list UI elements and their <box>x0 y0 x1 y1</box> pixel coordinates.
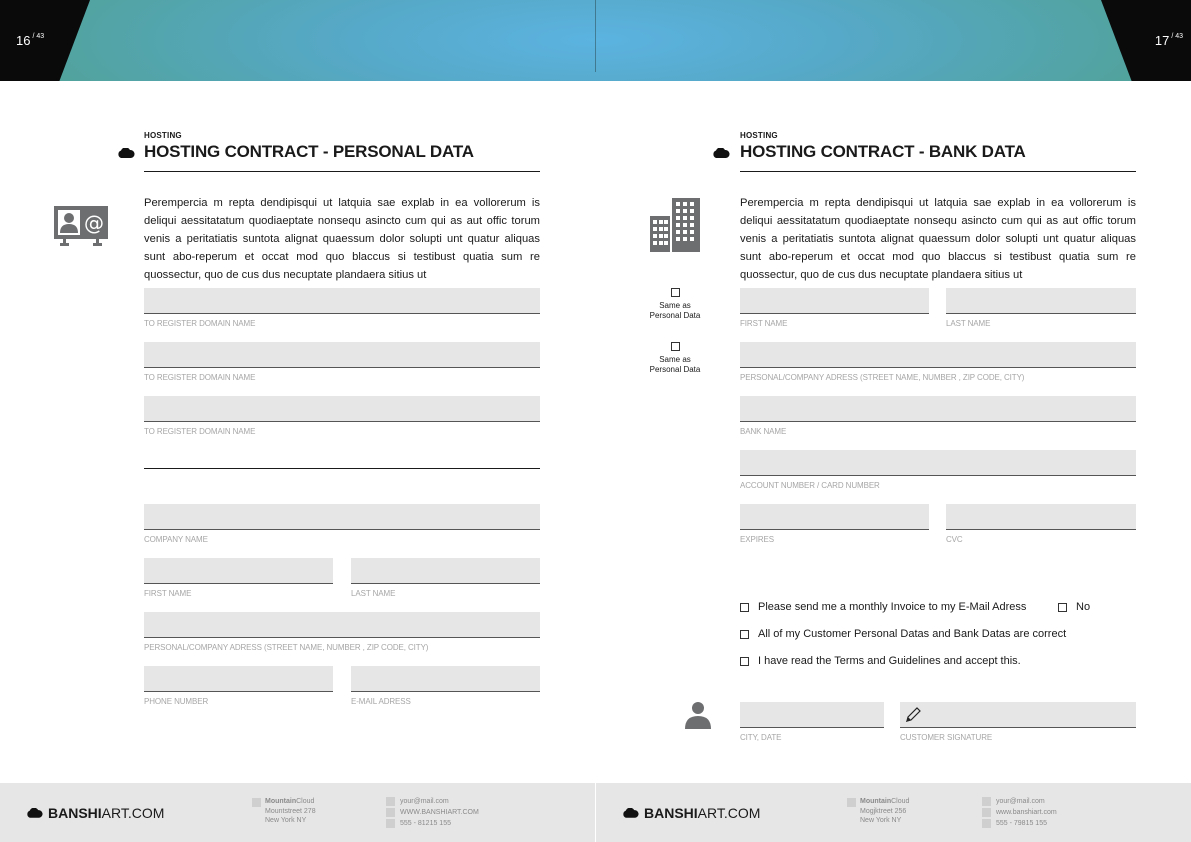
person-icon <box>684 701 712 729</box>
domain-name-field-1[interactable] <box>144 288 540 314</box>
checkbox[interactable] <box>1058 603 1067 612</box>
cvc-field[interactable] <box>946 504 1136 530</box>
cloud-icon <box>26 808 43 818</box>
footer-email: your@mail.com <box>982 796 1057 807</box>
account-number-field[interactable] <box>740 450 1136 476</box>
cloud-icon <box>712 148 730 158</box>
cloud-icon <box>622 808 639 818</box>
data-correct-checkbox-row[interactable] <box>740 628 1066 640</box>
checkbox[interactable] <box>740 657 749 666</box>
building-icon <box>650 198 700 252</box>
domain-name-label-2: TO REGISTER DOMAIN NAME <box>144 373 256 382</box>
checkbox[interactable] <box>740 603 749 612</box>
last-name-label: LAST NAME <box>351 589 396 598</box>
page-number-left: 16 $^{/ 43}$ <box>16 33 45 48</box>
phone-number-field[interactable] <box>144 666 333 692</box>
footer-phone: 555 - 81215 155 <box>386 818 479 829</box>
invoice-checkbox-row[interactable] <box>740 601 1026 613</box>
same-as-personal-data-checkbox-1[interactable]: Same as Personal Data <box>640 288 710 321</box>
bank-name-label: BANK NAME <box>740 427 787 436</box>
address-field[interactable] <box>144 612 540 638</box>
city-date-label: CITY, DATE <box>740 733 782 742</box>
first-name-label: FIRST NAME <box>144 589 192 598</box>
section-divider <box>144 468 540 469</box>
contact-block <box>982 796 1057 829</box>
cloud-icon <box>117 148 135 158</box>
svg-text:@: @ <box>84 211 104 235</box>
email-field[interactable] <box>351 666 540 692</box>
section-kicker-right: HOSTING <box>740 131 778 140</box>
page-title-right: HOSTING CONTRACT - BANK DATA <box>740 142 1026 161</box>
terms-checkbox-row[interactable] <box>740 655 1021 667</box>
checkbox[interactable] <box>740 630 749 639</box>
checkbox[interactable] <box>671 342 680 351</box>
bank-last-name-field[interactable] <box>946 288 1136 314</box>
address-block: MountainCloud Mountstreet 278 New York NY <box>265 798 316 824</box>
city-date-field[interactable] <box>740 702 884 728</box>
domain-name-label-3: TO REGISTER DOMAIN NAME <box>144 427 256 436</box>
address-label: PERSONAL/COMPANY ADRESS (STREET NAME, NUMBER , ZIP CODE, CITY) <box>144 643 429 652</box>
expires-field[interactable] <box>740 504 929 530</box>
company-name-field[interactable] <box>144 504 540 530</box>
brand-logo: BANSHI ART.COM <box>26 805 164 821</box>
email-label: E-MAIL ADRESS <box>351 697 411 706</box>
bank-address-field[interactable] <box>740 342 1136 368</box>
title-divider <box>740 171 1136 172</box>
domain-name-label-1: TO REGISTER DOMAIN NAME <box>144 319 256 328</box>
address-marker <box>847 798 856 807</box>
account-number-label: ACCOUNT NUMBER / CARD NUMBER <box>740 481 880 490</box>
phone-number-label: PHONE NUMBER <box>144 697 209 706</box>
contact-card-icon <box>54 206 108 246</box>
footer-website: WWW.BANSHIART.COM <box>386 807 479 818</box>
footer-left <box>0 783 595 842</box>
contact-block <box>386 796 479 829</box>
expires-label: EXPIRES <box>740 535 774 544</box>
cvc-label: CVC <box>946 535 963 544</box>
page-number-right: 17 $^{/ 43}$ <box>1154 33 1183 48</box>
signature-field[interactable] <box>900 702 1136 728</box>
page-title-left: HOSTING CONTRACT - PERSONAL DATA <box>144 142 474 161</box>
bank-last-name-label: LAST NAME <box>946 319 991 328</box>
intro-paragraph-right: Perempercia m repta dendipisqui ut latquia sae explab in ea vollorerum is deliqui aessitatatum quodiaeptate nonsequ asincto cum qui as aut offic torum venis a peritatiatis suntota alignat quaessum dolor solupti unt quatur aliquas sunt abo-reperum et occat mod quo blaccus si testibust quatia sum re quossectur, quo de cus dus necuptate plandaera sitius ut <box>740 197 1136 281</box>
bank-address-label: PERSONAL/COMPANY ADRESS (STREET NAME, NUMBER , ZIP CODE, CITY) <box>740 373 1025 382</box>
no-checkbox-label: No <box>1076 601 1091 613</box>
footer-website: www.banshiart.com <box>982 807 1057 818</box>
domain-name-field-3[interactable] <box>144 396 540 422</box>
invoice-checkbox-label: Please send me a monthly Invoice to my E-Mail Adress <box>758 601 1027 613</box>
first-name-field[interactable] <box>144 558 333 584</box>
spine-line <box>595 0 596 72</box>
same-as-personal-data-checkbox-2[interactable]: Same as Personal Data <box>640 342 710 375</box>
terms-checkbox-label: I have read the Terms and Guidelines and accept this. <box>758 655 1021 667</box>
footer-phone: 555 - 79815 155 <box>982 818 1057 829</box>
bank-first-name-label: FIRST NAME <box>740 319 788 328</box>
address-marker <box>252 798 261 807</box>
bank-name-field[interactable] <box>740 396 1136 422</box>
checkbox[interactable] <box>671 288 680 297</box>
footer-right <box>596 783 1191 842</box>
company-name-label: COMPANY NAME <box>144 535 208 544</box>
signature-label: CUSTOMER SIGNATURE <box>900 733 993 742</box>
last-name-field[interactable] <box>351 558 540 584</box>
brand-logo: BANSHI ART.COM <box>622 805 760 821</box>
section-kicker-left: HOSTING <box>144 131 182 140</box>
pen-icon <box>904 706 922 724</box>
footer-email: your@mail.com <box>386 796 479 807</box>
bank-first-name-field[interactable] <box>740 288 929 314</box>
title-divider <box>144 171 540 172</box>
intro-paragraph-left: Perempercia m repta dendipisqui ut latquia sae explab in ea vollorerum is deliqui aessitatatum quodiaeptate nonsequ asincto cum qui as aut offic torum venis a peritatiatis suntota alignat quaessum dolor solupti unt quatur aliquas sunt abo-reperum et occat mod quo blaccus si testibust quatia sum re quossectur, quo de cus dus necuptate plandaera sitius ut <box>144 197 540 281</box>
data-correct-checkbox-label: All of my Customer Personal Datas and Bank Datas are correct <box>758 628 1067 640</box>
address-block: MountainCloud Mogjktreet 256 New York NY <box>860 798 910 824</box>
no-invoice-checkbox-row[interactable] <box>1058 601 1090 613</box>
domain-name-field-2[interactable] <box>144 342 540 368</box>
